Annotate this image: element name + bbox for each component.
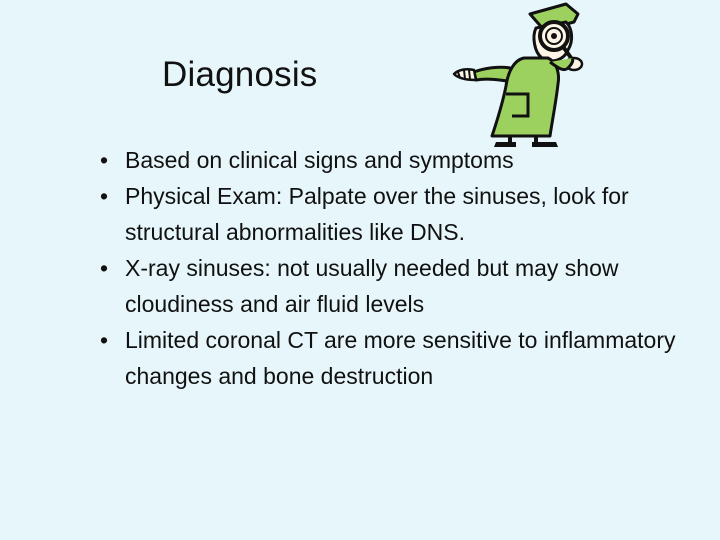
bullet-text: X-ray sinuses: not usually needed but may show cloudiness and air fluid levels xyxy=(125,255,619,317)
bullet-item xyxy=(100,142,700,178)
bullet-item xyxy=(100,250,700,322)
bullet-marker: • xyxy=(100,255,109,281)
bullet-text: Based on clinical signs and symptoms xyxy=(125,147,514,173)
bullet-text: Limited coronal CT are more sensitive to inflammatory changes and bone destruction xyxy=(125,327,676,389)
bullet-marker: • xyxy=(100,183,109,209)
slide-title: Diagnosis xyxy=(162,55,318,94)
bullet-item xyxy=(100,322,700,394)
bullet-text: Physical Exam: Palpate over the sinuses, look for structural abnormalities like DNS. xyxy=(125,183,629,245)
bullet-marker: • xyxy=(100,327,109,353)
bullet-marker: • xyxy=(100,147,109,173)
bullet-list xyxy=(100,142,700,394)
bullet-item xyxy=(100,178,700,250)
detective-with-magnifying-glass-icon xyxy=(440,2,590,148)
